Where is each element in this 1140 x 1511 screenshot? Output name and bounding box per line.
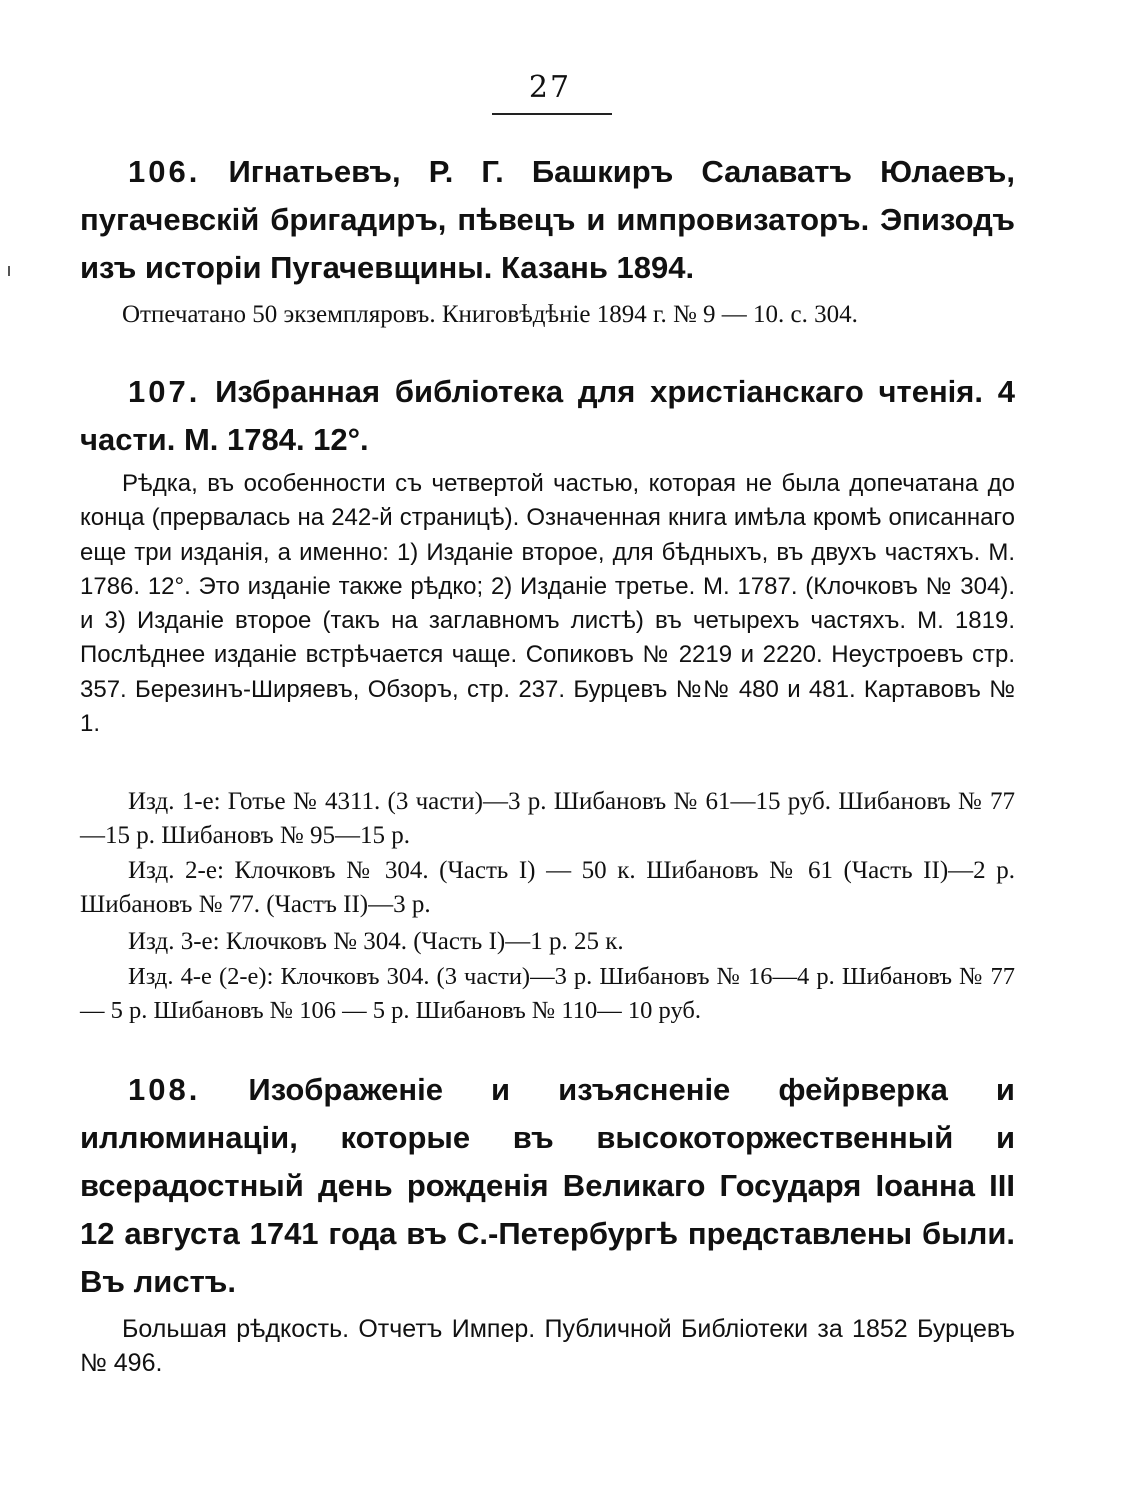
entry-107-note-3: Изд. 2-е: Клочковъ № 304. (Часть I) — 50 к. Шибановъ № 61 (Часть II)—2 р. Шибановъ № 77. (Частъ II)—3 р. [80, 857, 1015, 918]
entry-106-note-1: Отпечатано 50 экземпляровъ. Книговѣдѣніе 1894 г. № 9 — 10. с. 304. [122, 301, 858, 328]
entry-108-number: 108. [128, 1072, 201, 1107]
entry-108-title-block [80, 1066, 1015, 1306]
entry-106-number: 106. [128, 154, 201, 189]
entry-107-note-1: Рѣдка, въ особенности съ четвертой частью, которая не была допечатана до конца (прервалась на 242-й страницѣ). Означенная книга имѣла кромѣ описаннаго еще три изданія, а именно: 1) Изданіе второе, для бѣдныхъ, въ двухъ частяхъ. М. 1786. 12°. Это изданіе также рѣдко; 2) Изданіе третье. М. 1787. (Клочковъ № 304). и 3) Изданіе второе (такъ на заглавномъ листѣ) въ четырехъ частяхъ. М. 1819. Послѣднее изданіе встрѣчается чаще. Сопиковъ № 2219 и 2220. Неустроевъ стр. 357. Березинъ-Ширяевъ, Обзоръ, стр. 237. Бурцевъ №№ 480 и 481. Картавовъ № 1. [80, 470, 1015, 738]
entry-107-note-4: Изд. 3-е: Клочковъ № 304. (Часть I)—1 р. 25 к. [128, 928, 624, 955]
entry-106-title: Игнатьевъ, Р. Г. Башкиръ Салаватъ Юлаевъ, пугачевскій бригадиръ, пѣвецъ и импровизаторъ. Эпизодъ изъ исторіи Пугачевщины. Казань 1894. [80, 154, 1015, 285]
page-number-rule [492, 113, 612, 115]
entry-107-note-2: Изд. 1-е: Готье № 4311. (3 части)—3 р. Шибановъ № 61—15 руб. Шибановъ № 77—15 р. Шибановъ № 95—15 р. [80, 788, 1015, 849]
entry-107-note-5: Изд. 4-е (2-е): Клочковъ 304. (3 части)—3 р. Шибановъ № 16—4 р. Шибановъ № 77 — 5 р. Шибановъ № 106 — 5 р. Шибановъ № 110— 10 руб. [80, 963, 1015, 1024]
entry-106-title-block [80, 148, 1015, 292]
entry-107-title: Избранная библіотека для христіанскаго чтенія. 4 части. М. 1784. 12°. [80, 374, 1015, 457]
entry-107-title-block [80, 368, 1015, 464]
entry-108-note-1: Большая рѣдкость. Отчетъ Импер. Публичной Библіотеки за 1852 Бурцевъ № 496. [80, 1315, 1015, 1377]
entry-107-number: 107. [128, 374, 201, 409]
page-number: 27 [528, 70, 572, 105]
scan-artifact [8, 266, 10, 276]
entry-108-title: Изображеніе и изъясненіе фейрверка и иллюминаціи, которые въ высокоторжественный и всерадостный день рожденія Великаго Государя Іоанна III 12 августа 1741 года въ С.-Петербургѣ представлены были. Въ листъ. [80, 1072, 1015, 1299]
